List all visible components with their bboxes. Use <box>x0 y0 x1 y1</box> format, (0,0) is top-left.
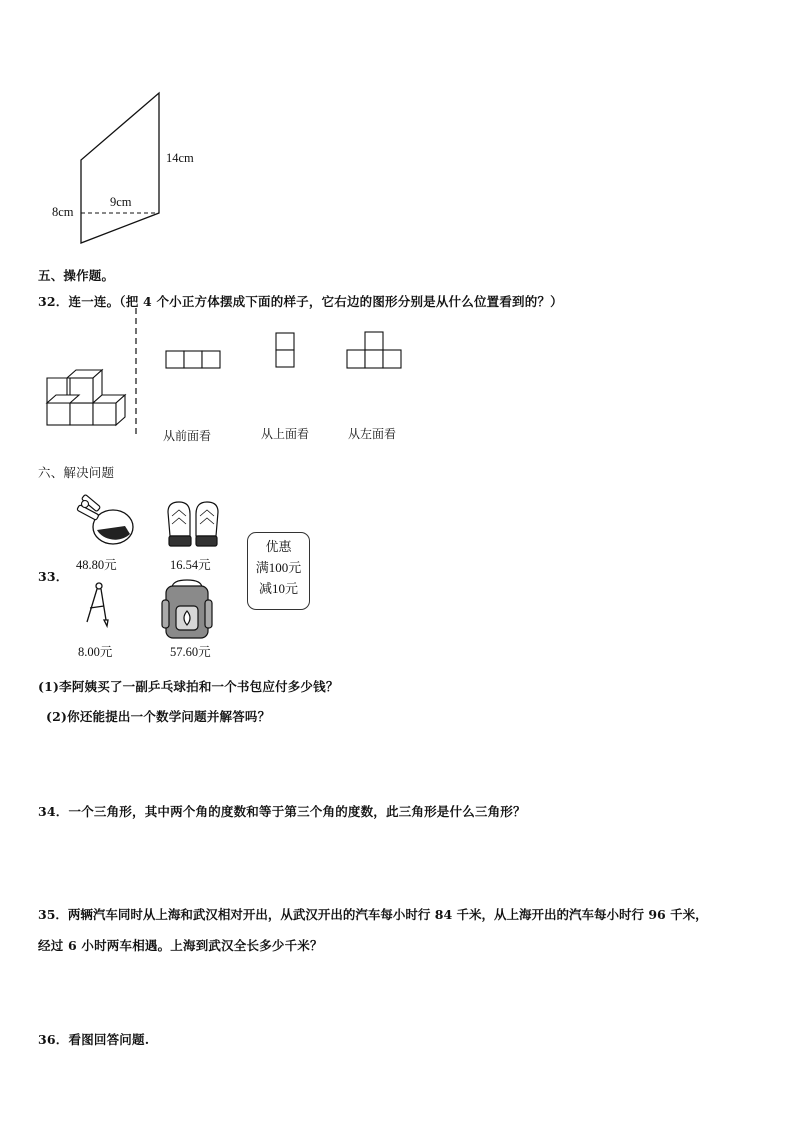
view-shape-3 <box>346 331 406 371</box>
price-compass: 8.00元 <box>78 645 113 659</box>
question-35-line-2: 经过 6 小时两车相遇。上海到武汉全长多少千米？ <box>38 938 323 953</box>
view-label-front: 从前面看 <box>163 429 212 443</box>
question-33-part-2: (2)你还能提出一个数学问题并解答吗？ <box>46 709 271 724</box>
price-backpack: 57.60元 <box>170 645 211 659</box>
promo-discount: 减10元 <box>258 581 298 596</box>
promo-threshold: 满100元 <box>255 560 302 575</box>
section-6-heading: 六、解决问题 <box>38 465 115 480</box>
view-shape-1 <box>165 350 225 372</box>
view-label-left: 从左面看 <box>348 427 397 441</box>
view-label-top: 从上面看 <box>261 427 310 441</box>
price-mittens: 16.54元 <box>170 558 211 572</box>
backpack-icon <box>160 578 215 640</box>
view-shape-2 <box>275 332 297 372</box>
question-35-line-1: 35．两辆汽车同时从上海和武汉相对开出，从武汉开出的汽车每小时行 84 千米，从上海开出的汽车每小时行 96 千米， <box>38 907 708 922</box>
trapezoid-figure <box>40 85 240 255</box>
section-5-heading: 五、操作题。 <box>38 268 115 283</box>
dashed-divider <box>134 308 138 438</box>
ping-pong-paddle-icon <box>75 500 135 550</box>
promo-title: 优惠 <box>265 539 292 554</box>
short-side-label: 8cm <box>52 205 74 219</box>
cube-stack-figure <box>45 365 135 435</box>
question-33-part-1: (1)李阿姨买了一副乒乓球拍和一个书包应付多少钱？ <box>38 679 339 694</box>
base-label: 9cm <box>110 195 132 209</box>
question-32: 32．连一连。（把 4 个小正方体摆成下面的样子，它右边的图形分别是从什么位置看到的？） <box>38 294 563 309</box>
compass-icon <box>82 582 112 630</box>
promo-box <box>247 532 310 610</box>
question-36: 36．看图回答问题. <box>38 1032 150 1047</box>
question-34: 34．一个三角形，其中两个角的度数和等于第三个角的度数，此三角形是什么三角形？ <box>38 804 526 819</box>
price-paddle: 48.80元 <box>76 558 117 572</box>
question-33-number: 33． <box>38 569 69 584</box>
height-label: 14cm <box>166 151 194 165</box>
mittens-icon <box>163 500 223 550</box>
